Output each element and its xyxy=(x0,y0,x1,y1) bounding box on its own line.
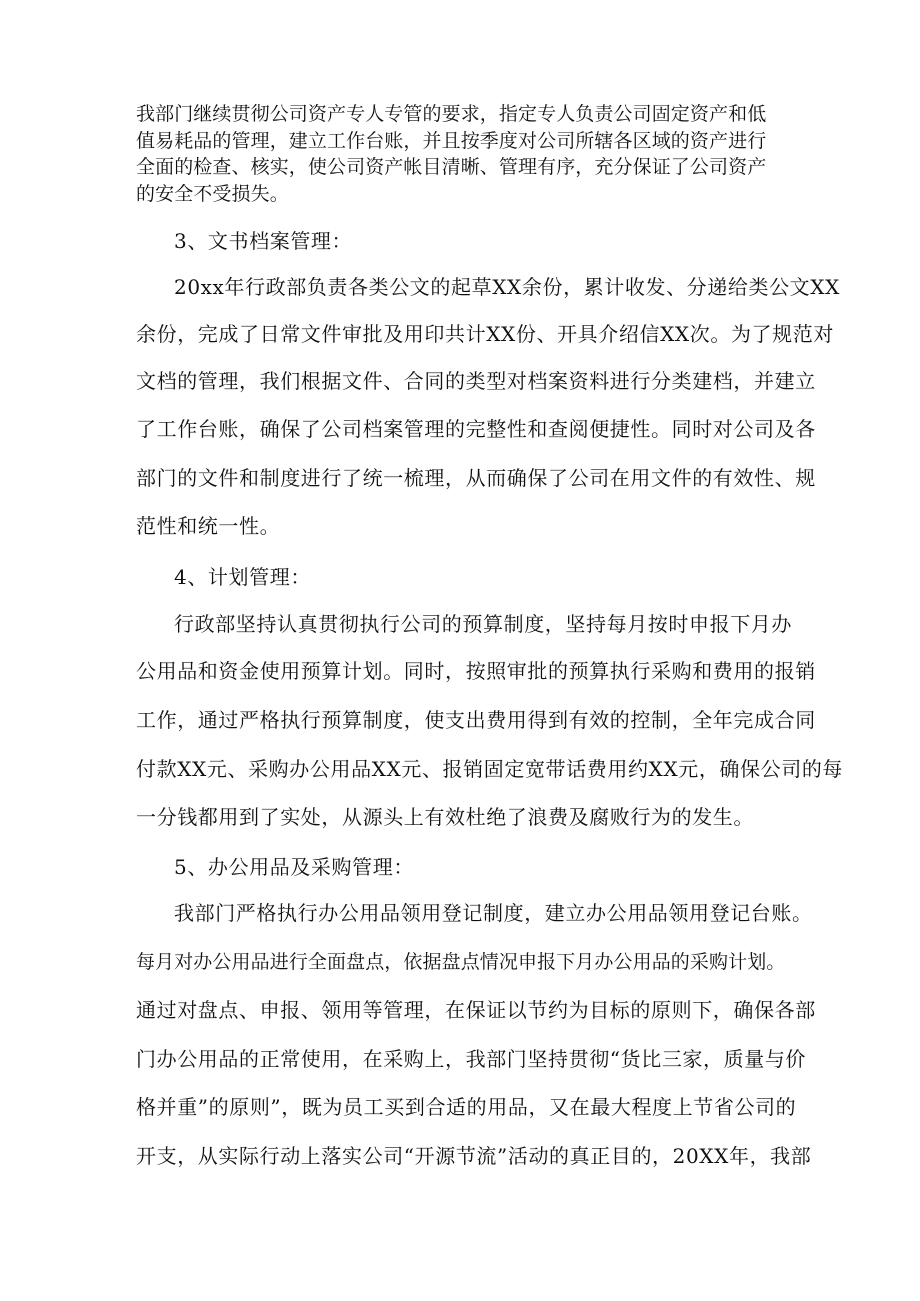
text-line: 部门的文件和制度进行了统一梳理，从而确保了公司在用文件的有效性、规 xyxy=(136,466,816,490)
text-line: 我部门严格执行办公用品领用登记制度，建立办公用品领用登记台账。 xyxy=(174,901,813,925)
text-line: 范性和统一性。 xyxy=(136,514,281,538)
text-line: 每月对办公用品进行全面盘点，依据盘点情况申报下月办公用品的采购计划。 xyxy=(136,951,786,973)
text-line: 我部门继续贯彻公司资产专人专管的要求，指定专人负责公司固定资产和低 xyxy=(136,103,767,125)
text-line: 了工作台账，确保了公司档案管理的完整性和查阅便捷性。同时对公司及各 xyxy=(136,417,816,441)
text-line: 值易耗品的管理，建立工作台账，并且按季度对公司所辖各区域的资产进行 xyxy=(136,130,767,152)
text-line: 文档的管理，我们根据文件、合同的类型对档案资料进行分类建档，并建立 xyxy=(136,369,816,393)
text-line: 全面的检查、核实，使公司资产帐目清晰、管理有序，充分保证了公司资产 xyxy=(136,156,767,178)
text-line: 门办公用品的正常使用，在采购上，我部门坚持贯彻“货比三家，质量与价 xyxy=(136,1047,807,1071)
text-line: 付款XX元、采购办公用品XX元、报销固定宽带话费用约XX元，确保公司的每 xyxy=(136,757,844,781)
text-line: 20xx年行政部负责各类公文的起草XX余份，累计收发、分递给类公文XX xyxy=(174,275,840,299)
text-line: 的安全不受损失。 xyxy=(136,183,289,205)
section-heading: 4、计划管理： xyxy=(174,565,311,589)
section-heading: 3、文书档案管理： xyxy=(174,229,353,253)
section-heading: 5、办公用品及采购管理： xyxy=(174,855,414,879)
text-line: 公用品和资金使用预算计划。同时，按照审批的预算执行采购和费用的报销 xyxy=(136,659,816,683)
text-line: 行政部坚持认真贯彻执行公司的预算制度，坚持每月按时申报下月办 xyxy=(174,612,792,636)
text-line: 一分钱都用到了实处，从源头上有效杜绝了浪费及腐败行为的发生。 xyxy=(136,805,754,829)
text-line: 格并重”的原则”，既为员工买到合适的用品，又在最大程度上节省公司的 xyxy=(136,1095,797,1119)
text-line: 余份，完成了日常文件审批及用印共计XX份、开具介绍信XX次。为了规范对 xyxy=(136,322,834,346)
text-line: 工作，通过严格执行预算制度，使支出费用得到有效的控制，全年完成合同 xyxy=(136,708,816,732)
text-line: 通过对盘点、申报、领用等管理，在保证以节约为目标的原则下，确保各部 xyxy=(136,998,816,1022)
text-line: 开支，从实际行动上落实公司“开源节流”活动的真正目的，20XX年，我部 xyxy=(136,1144,812,1168)
